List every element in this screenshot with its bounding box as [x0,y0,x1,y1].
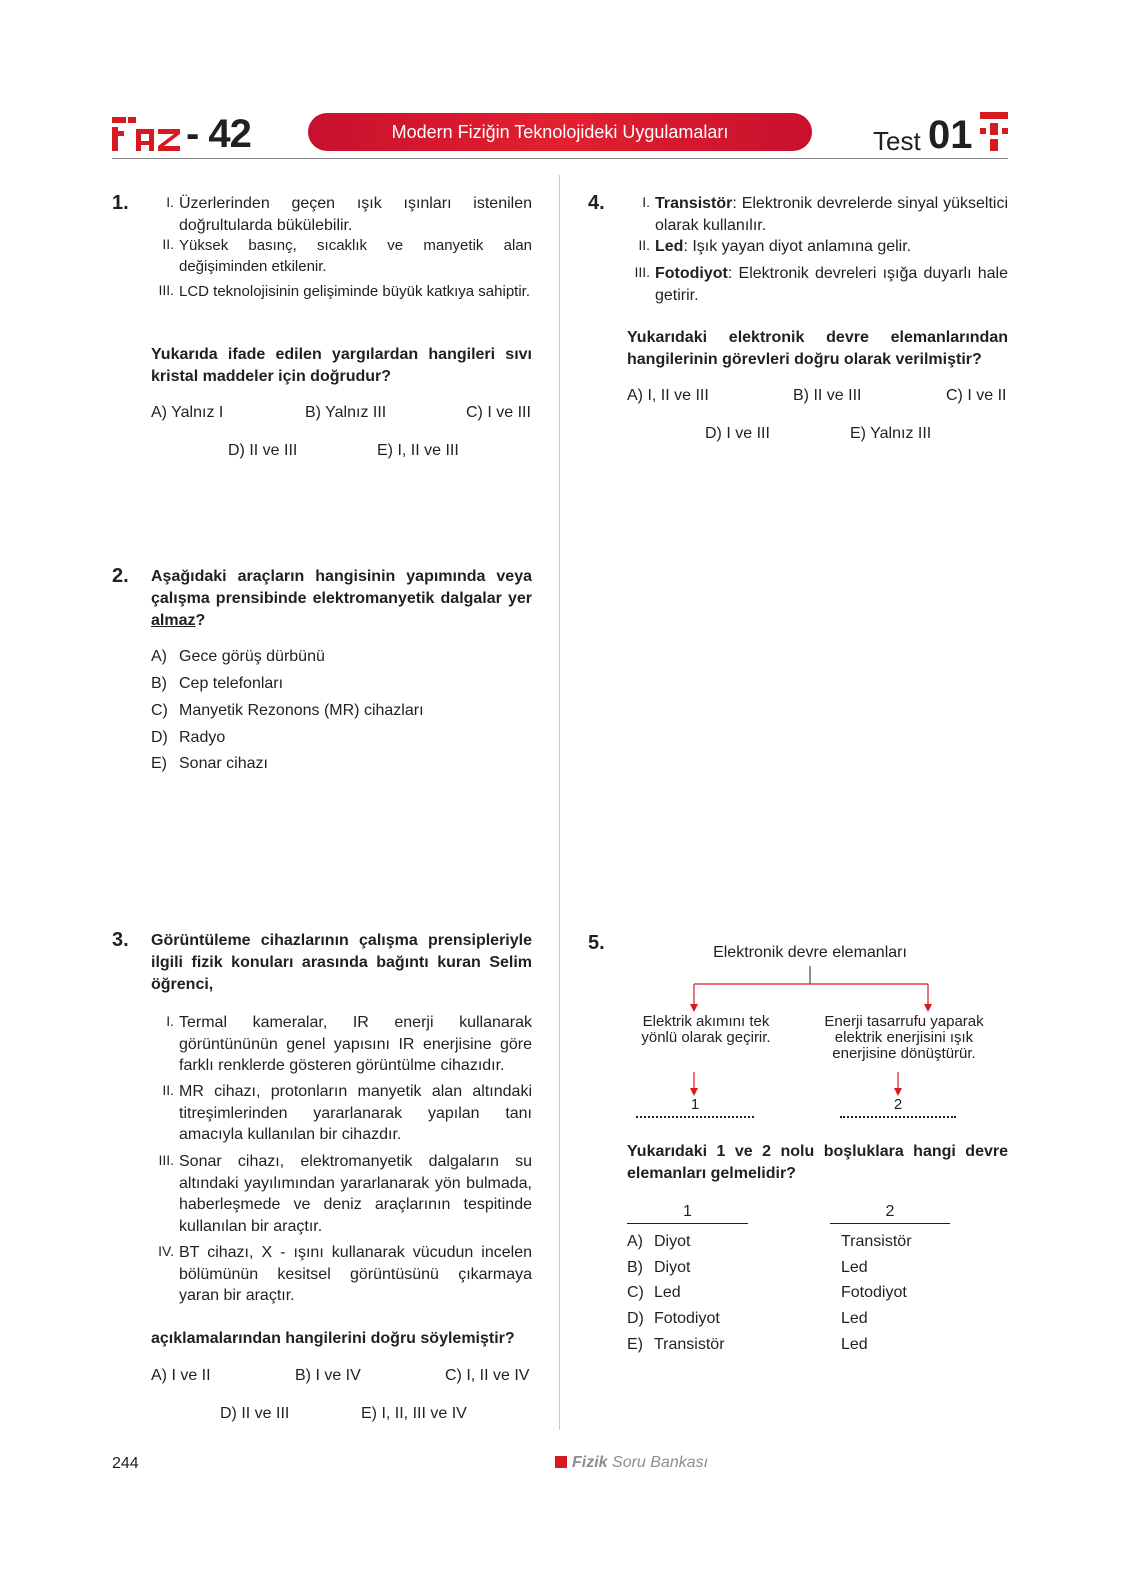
negative-keyword: almaz [151,612,196,629]
question-number: 4. [588,192,605,214]
option-b[interactable]: B) Yalnız III [305,404,387,421]
brand-square-icon [555,1456,567,1468]
question-stem: Yukarıdaki elektronik devre elemanlarından hangilerinin görevleri doğru olarak verilmiştir? [627,329,1008,368]
faz-number: - 42 [186,112,251,156]
header-rule [112,158,1008,159]
faz-logo [112,115,184,156]
option-c[interactable]: C) I ve III [466,404,531,421]
option-a[interactable]: A) I, II ve III [627,387,709,404]
column-header-2: 2 [830,1203,950,1224]
diagram-root-label: Elektronik devre elemanları [713,944,907,961]
diagram-blank-2: 2 [840,1097,956,1118]
test-label: Test [873,126,921,156]
column-divider [559,175,560,1430]
option-e[interactable]: E) Sonar cihazı [151,755,268,772]
diagram-left-text: Elektrik akımını tek yönlü olarak geçirir. [641,1013,771,1046]
option-a[interactable]: A) Gece görüş dürbünü [151,648,325,665]
statement-item: I. Termal kameralar, IR enerji kullanarak görüntününün genel yapısını IR enerjisine göre farklı renklerde gösteren görüntülme cihazıdır. [166,1013,532,1074]
statement-item: III. LCD teknolojisinin gelişiminde büyük katkıya sahiptir. [158,282,531,300]
test-number: 01 [928,113,973,157]
option-a[interactable]: A) Yalnız I [151,404,224,421]
question-number: 3. [112,929,129,951]
option-c[interactable]: C) Manyetik Rezonons (MR) cihazları [151,702,424,719]
page-number: 244 [112,1455,139,1472]
option-e[interactable]: E) I, II ve III [377,442,459,459]
question-stem: Aşağıdaki araçların hangisinin yapımında veya çalışma prensibinde elektromanyetik dalgalar yer almaz? [151,568,532,629]
option-c[interactable]: C) I ve II [946,387,1007,404]
option-e[interactable]: E) Yalnız III [850,425,932,442]
option-c[interactable]: C) I, II ve IV [445,1367,530,1384]
statement-item: II. MR cihazı, protonların manyetik alan altındaki titreşimlerinden yararlanarak yapılan tanı amacıyla kullanılan bir cihazdır. [162,1082,532,1143]
question-number: 2. [112,565,129,587]
circuit-elements-diagram [600,940,1020,1130]
question-number: 5. [588,932,605,954]
page-title: Modern Fiziğin Teknolojideki Uygulamaları [308,113,812,151]
option-d[interactable]: D) II ve III [220,1405,290,1422]
statement-item: III. Sonar cihazı, elektromanyetik dalgaların su altındaki yayılımından yararlanarak yön bulmada, haberleşmede ve deniz araçlarının tespitinde kullanılan bir araçtır. [158,1152,532,1235]
statement-item: I. Transistör: Elektronik devrelerde sinyal yükseltici olarak kullanılır. [642,194,1008,234]
option-d[interactable]: D) Radyo [151,729,226,746]
question-number: 1. [112,192,129,214]
option-b[interactable]: B) II ve III [793,387,862,404]
statement-item: II. Led: Işık yayan diyot anlamına gelir. [638,237,912,255]
option-d[interactable]: D) I ve III [705,425,770,442]
statement-item: II. Yüksek basınç, sıcaklık ve manyetik alan değişiminden etkilenir. [162,236,532,275]
statement-item: I. Üzerlerinden geçen ışık ışınları istenilen doğrultularda bükülebilir. [166,194,532,234]
column-header-1: 1 [627,1203,748,1224]
option-b[interactable]: B) I ve IV [295,1367,361,1384]
option-b[interactable]: B) Cep telefonları [151,675,284,692]
option-d[interactable]: D) II ve III [228,442,298,459]
option-a[interactable]: A) I ve II [151,1367,211,1384]
statement-item: III. Fotodiyot: Elektronik devreleri ışığa duyarlı hale getirir. [634,264,1008,304]
diagram-right-text: Enerji tasarrufu yaparak elektrik enerjisini ışık enerjisine dönüştürür. [824,1013,984,1062]
question-stem: Yukarıdaki 1 ve 2 nolu boşluklara hangi devre elemanları gelmelidir? [627,1143,1008,1182]
diagram-blank-1: 1 [636,1097,754,1118]
test-logo-icon [980,112,1008,157]
question-stem: Yukarıda ifade edilen yargılardan hangileri sıvı kristal maddeler için doğrudur? [151,346,532,385]
option-e[interactable]: E) I, II, III ve IV [361,1405,467,1422]
question-intro: Görüntüleme cihazlarının çalışma prensipleriyle ilgili fizik konuları arasında bağıntı kuran Selim öğrenci, [151,932,532,993]
statement-item: IV. BT cihazı, X - ışını kullanarak vücudun incelen bölümünün kesitsel görüntüsünü çıkarmaya yaran bir araçtır. [158,1243,532,1304]
footer-brand: Fizik Soru Bankası [555,1454,708,1472]
question-stem: açıklamalarından hangilerini doğru söylemiştir? [151,1330,515,1347]
